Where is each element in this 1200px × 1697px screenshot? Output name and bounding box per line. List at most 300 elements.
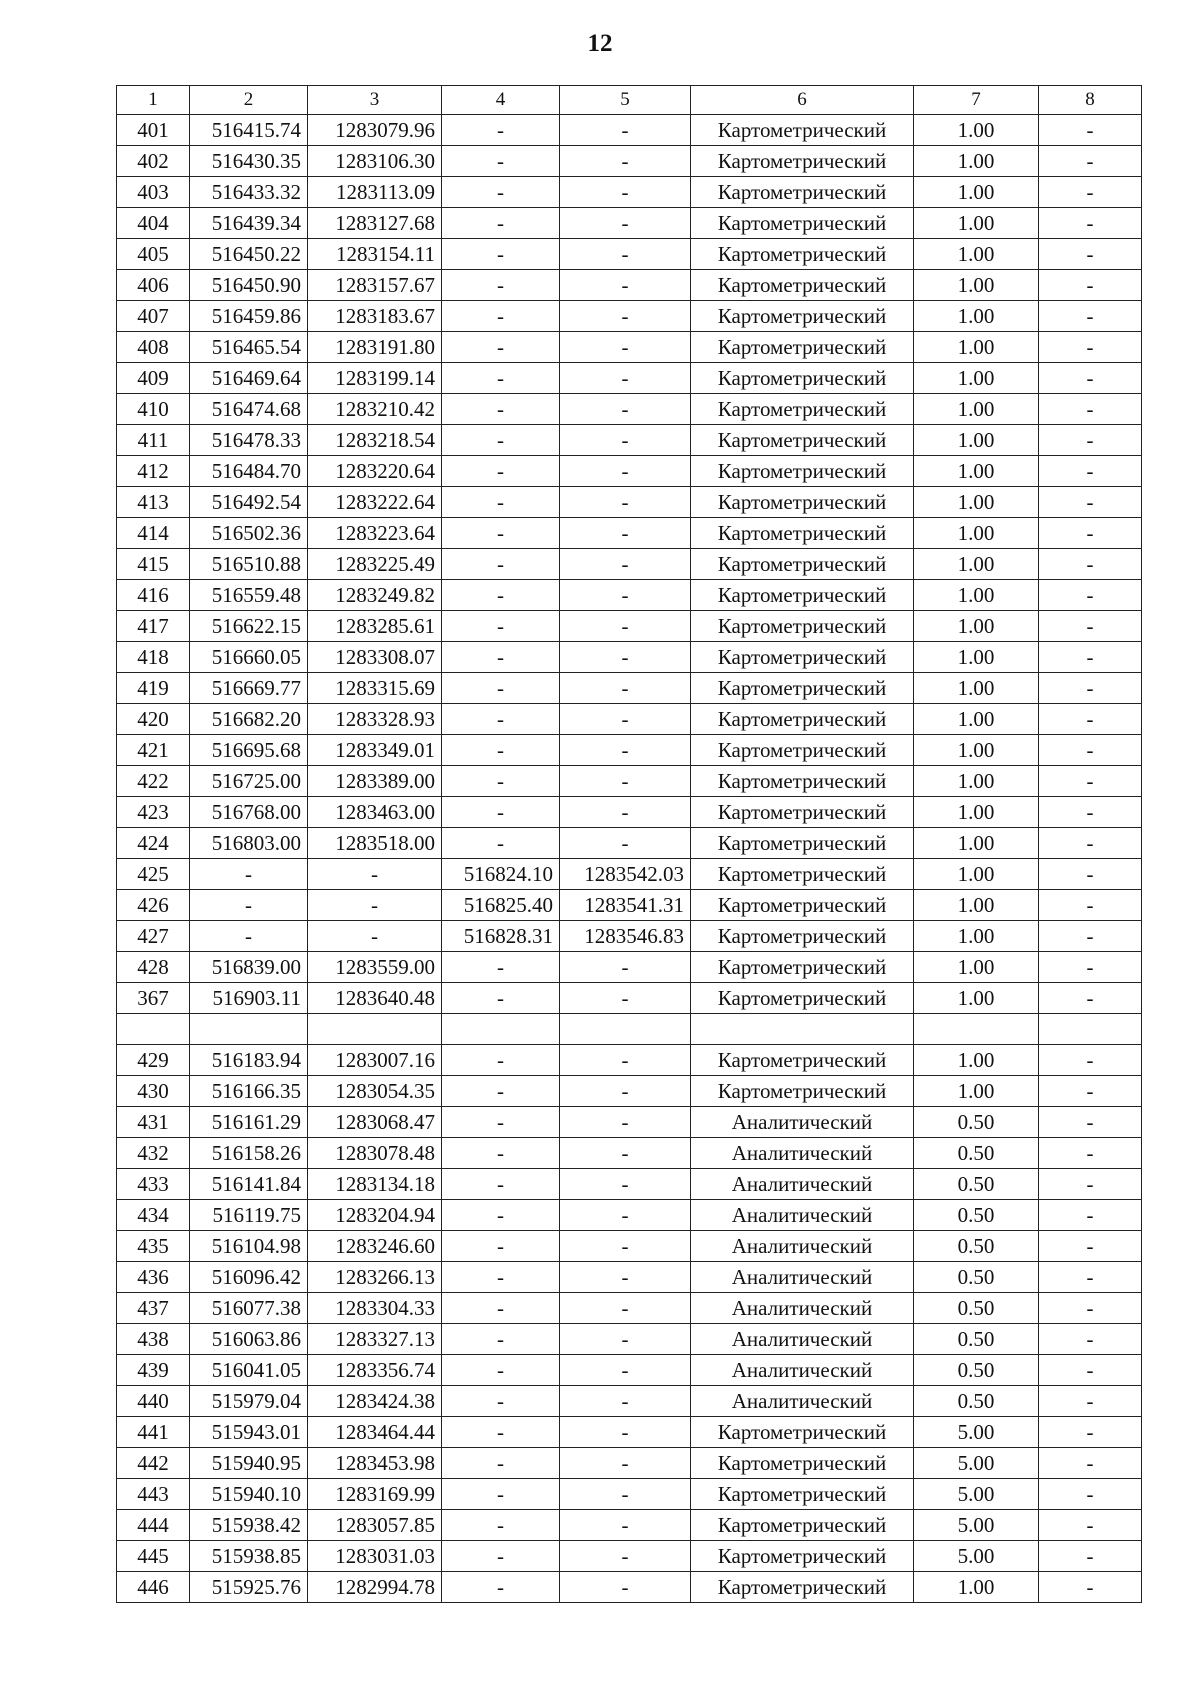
cell-accuracy: 0.50 <box>914 1293 1039 1324</box>
cell-x-coordinate-new: - <box>442 983 560 1014</box>
cell-y-coordinate-new: - <box>560 1293 691 1324</box>
cell-accuracy: 0.50 <box>914 1262 1039 1293</box>
cell-y-coordinate-new: - <box>560 1169 691 1200</box>
cell-y-coordinate-new: - <box>560 332 691 363</box>
cell-y-coordinate: 1283285.61 <box>308 611 442 642</box>
cell-description: - <box>1039 611 1142 642</box>
cell-description: - <box>1039 270 1142 301</box>
cell-description: - <box>1039 549 1142 580</box>
cell-description: - <box>1039 1510 1142 1541</box>
cell-description: - <box>1039 1541 1142 1572</box>
cell-accuracy: 1.00 <box>914 828 1039 859</box>
cell-x-coordinate-new <box>442 1014 560 1045</box>
cell-y-coordinate: 1283134.18 <box>308 1169 442 1200</box>
cell-y-coordinate-new: - <box>560 673 691 704</box>
cell-y-coordinate-new: - <box>560 735 691 766</box>
cell-x-coordinate: 516768.00 <box>190 797 308 828</box>
table-row <box>117 673 1142 704</box>
table-row <box>117 1262 1142 1293</box>
cell-accuracy: 0.50 <box>914 1169 1039 1200</box>
cell-x-coordinate: 516803.00 <box>190 828 308 859</box>
cell-description: - <box>1039 1479 1142 1510</box>
cell-method: Картометрический <box>691 611 914 642</box>
cell-method: Картометрический <box>691 580 914 611</box>
column-header: 1 <box>117 86 190 115</box>
coordinates-table <box>116 85 1142 1603</box>
cell-x-coordinate: 516415.74 <box>190 115 308 146</box>
cell-y-coordinate: 1283453.98 <box>308 1448 442 1479</box>
cell-x-coordinate-new: - <box>442 115 560 146</box>
cell-method: Картометрический <box>691 1510 914 1541</box>
cell-method: Картометрический <box>691 921 914 952</box>
cell-method: Картометрический <box>691 270 914 301</box>
table-row <box>117 580 1142 611</box>
cell-x-coordinate-new: - <box>442 673 560 704</box>
cell-accuracy: 1.00 <box>914 518 1039 549</box>
cell-accuracy: 1.00 <box>914 1572 1039 1603</box>
cell-method: Картометрический <box>691 363 914 394</box>
table-row <box>117 208 1142 239</box>
cell-y-coordinate-new: - <box>560 1572 691 1603</box>
cell-accuracy: 1.00 <box>914 859 1039 890</box>
cell-accuracy: 1.00 <box>914 332 1039 363</box>
cell-point-number: 406 <box>117 270 190 301</box>
cell-point-number: 421 <box>117 735 190 766</box>
cell-x-coordinate-new: - <box>442 797 560 828</box>
cell-x-coordinate: 515940.95 <box>190 1448 308 1479</box>
cell-accuracy: 0.50 <box>914 1324 1039 1355</box>
cell-y-coordinate: 1283389.00 <box>308 766 442 797</box>
cell-y-coordinate: 1283204.94 <box>308 1200 442 1231</box>
cell-accuracy: 1.00 <box>914 301 1039 332</box>
cell-accuracy: 1.00 <box>914 363 1039 394</box>
cell-x-coordinate-new: - <box>442 1541 560 1572</box>
cell-x-coordinate-new: - <box>442 549 560 580</box>
cell-accuracy: 1.00 <box>914 146 1039 177</box>
column-header: 7 <box>914 86 1039 115</box>
table-row <box>117 549 1142 580</box>
cell-x-coordinate: 516622.15 <box>190 611 308 642</box>
cell-y-coordinate-new: - <box>560 1510 691 1541</box>
cell-description: - <box>1039 1355 1142 1386</box>
cell-y-coordinate-new <box>560 1014 691 1045</box>
cell-x-coordinate-new: - <box>442 456 560 487</box>
cell-y-coordinate-new: - <box>560 239 691 270</box>
table-row <box>117 828 1142 859</box>
cell-description: - <box>1039 487 1142 518</box>
column-header: 2 <box>190 86 308 115</box>
cell-y-coordinate: 1283349.01 <box>308 735 442 766</box>
cell-method: Картометрический <box>691 1448 914 1479</box>
cell-description: - <box>1039 1045 1142 1076</box>
cell-y-coordinate-new: - <box>560 1107 691 1138</box>
table-row <box>117 952 1142 983</box>
cell-description: - <box>1039 518 1142 549</box>
table-row <box>117 921 1142 952</box>
cell-x-coordinate: 516484.70 <box>190 456 308 487</box>
cell-x-coordinate: 515938.85 <box>190 1541 308 1572</box>
cell-x-coordinate: 516510.88 <box>190 549 308 580</box>
cell-method: Аналитический <box>691 1231 914 1262</box>
cell-x-coordinate-new: - <box>442 611 560 642</box>
cell-x-coordinate: 516492.54 <box>190 487 308 518</box>
cell-y-coordinate-new: - <box>560 1324 691 1355</box>
cell-method: Картометрический <box>691 487 914 518</box>
cell-x-coordinate: 516478.33 <box>190 425 308 456</box>
cell-x-coordinate: 516077.38 <box>190 1293 308 1324</box>
cell-y-coordinate-new: 1283542.03 <box>560 859 691 890</box>
cell-y-coordinate-new: - <box>560 766 691 797</box>
cell-description: - <box>1039 1231 1142 1262</box>
cell-y-coordinate-new: - <box>560 425 691 456</box>
cell-y-coordinate: 1283559.00 <box>308 952 442 983</box>
cell-x-coordinate: 516474.68 <box>190 394 308 425</box>
cell-point-number: 425 <box>117 859 190 890</box>
cell-x-coordinate-new: - <box>442 487 560 518</box>
cell-method: Картометрический <box>691 735 914 766</box>
cell-description: - <box>1039 580 1142 611</box>
page-number: 12 <box>587 30 613 57</box>
cell-accuracy: 1.00 <box>914 1045 1039 1076</box>
cell-x-coordinate: 516559.48 <box>190 580 308 611</box>
cell-accuracy: 1.00 <box>914 952 1039 983</box>
cell-description: - <box>1039 1293 1142 1324</box>
table-row <box>117 425 1142 456</box>
cell-point-number: 437 <box>117 1293 190 1324</box>
cell-point-number: 413 <box>117 487 190 518</box>
table-row <box>117 1355 1142 1386</box>
cell-accuracy: 1.00 <box>914 673 1039 704</box>
cell-y-coordinate-new: - <box>560 1479 691 1510</box>
cell-accuracy: 0.50 <box>914 1231 1039 1262</box>
cell-point-number: 423 <box>117 797 190 828</box>
cell-y-coordinate: 1283199.14 <box>308 363 442 394</box>
cell-y-coordinate-new: - <box>560 1262 691 1293</box>
cell-y-coordinate: 1283640.48 <box>308 983 442 1014</box>
cell-x-coordinate-new: 516825.40 <box>442 890 560 921</box>
cell-point-number: 408 <box>117 332 190 363</box>
cell-y-coordinate: 1283183.67 <box>308 301 442 332</box>
cell-accuracy: 1.00 <box>914 797 1039 828</box>
cell-x-coordinate-new: - <box>442 425 560 456</box>
cell-point-number: 424 <box>117 828 190 859</box>
cell-method: Картометрический <box>691 115 914 146</box>
cell-point-number: 432 <box>117 1138 190 1169</box>
cell-y-coordinate: 1283031.03 <box>308 1541 442 1572</box>
cell-y-coordinate-new: - <box>560 1138 691 1169</box>
cell-point-number: 446 <box>117 1572 190 1603</box>
cell-description: - <box>1039 177 1142 208</box>
cell-y-coordinate-new: - <box>560 177 691 208</box>
cell-accuracy: 0.50 <box>914 1107 1039 1138</box>
cell-x-coordinate-new: - <box>442 1076 560 1107</box>
table-row <box>117 1541 1142 1572</box>
cell-x-coordinate-new: - <box>442 1231 560 1262</box>
cell-x-coordinate: 516725.00 <box>190 766 308 797</box>
cell-accuracy: 1.00 <box>914 1076 1039 1107</box>
cell-y-coordinate: 1283327.13 <box>308 1324 442 1355</box>
table-row <box>117 1231 1142 1262</box>
cell-description: - <box>1039 673 1142 704</box>
cell-accuracy: 5.00 <box>914 1510 1039 1541</box>
cell-y-coordinate-new: - <box>560 704 691 735</box>
table-row <box>117 766 1142 797</box>
cell-y-coordinate: 1282994.78 <box>308 1572 442 1603</box>
cell-y-coordinate: - <box>308 921 442 952</box>
cell-method: Аналитический <box>691 1138 914 1169</box>
cell-accuracy: 5.00 <box>914 1541 1039 1572</box>
cell-y-coordinate-new: - <box>560 983 691 1014</box>
cell-x-coordinate: 516465.54 <box>190 332 308 363</box>
cell-method: Картометрический <box>691 177 914 208</box>
cell-point-number <box>117 1014 190 1045</box>
cell-accuracy: 0.50 <box>914 1386 1039 1417</box>
table-row <box>117 859 1142 890</box>
cell-y-coordinate: 1283210.42 <box>308 394 442 425</box>
cell-point-number: 433 <box>117 1169 190 1200</box>
cell-accuracy: 1.00 <box>914 177 1039 208</box>
cell-y-coordinate-new: - <box>560 363 691 394</box>
cell-y-coordinate: 1283057.85 <box>308 1510 442 1541</box>
cell-point-number: 420 <box>117 704 190 735</box>
cell-point-number: 440 <box>117 1386 190 1417</box>
cell-description: - <box>1039 1448 1142 1479</box>
cell-method: Картометрический <box>691 766 914 797</box>
cell-x-coordinate: - <box>190 921 308 952</box>
cell-y-coordinate-new: - <box>560 580 691 611</box>
cell-x-coordinate-new: - <box>442 1200 560 1231</box>
table-row <box>117 363 1142 394</box>
cell-x-coordinate-new: - <box>442 1448 560 1479</box>
table-row <box>117 642 1142 673</box>
cell-description: - <box>1039 1324 1142 1355</box>
cell-point-number: 407 <box>117 301 190 332</box>
cell-method: Картометрический <box>691 1417 914 1448</box>
cell-description: - <box>1039 456 1142 487</box>
table-row <box>117 270 1142 301</box>
cell-y-coordinate-new: - <box>560 1231 691 1262</box>
table-row <box>117 1479 1142 1510</box>
cell-x-coordinate: 516502.36 <box>190 518 308 549</box>
cell-method: Картометрический <box>691 859 914 890</box>
table-row <box>117 1572 1142 1603</box>
cell-x-coordinate: 516669.77 <box>190 673 308 704</box>
cell-point-number: 436 <box>117 1262 190 1293</box>
cell-accuracy: 5.00 <box>914 1448 1039 1479</box>
cell-method: Картометрический <box>691 983 914 1014</box>
cell-x-coordinate: 516695.68 <box>190 735 308 766</box>
cell-x-coordinate: 515925.76 <box>190 1572 308 1603</box>
cell-y-coordinate: 1283308.07 <box>308 642 442 673</box>
cell-point-number: 405 <box>117 239 190 270</box>
cell-accuracy: 1.00 <box>914 208 1039 239</box>
cell-x-coordinate: 516183.94 <box>190 1045 308 1076</box>
cell-y-coordinate: 1283304.33 <box>308 1293 442 1324</box>
cell-method: Картометрический <box>691 549 914 580</box>
cell-x-coordinate-new: - <box>442 1417 560 1448</box>
cell-x-coordinate: 515943.01 <box>190 1417 308 1448</box>
table-row <box>117 1045 1142 1076</box>
cell-description: - <box>1039 983 1142 1014</box>
cell-description: - <box>1039 859 1142 890</box>
cell-description: - <box>1039 425 1142 456</box>
table-row <box>117 1138 1142 1169</box>
cell-y-coordinate: 1283463.00 <box>308 797 442 828</box>
cell-description: - <box>1039 115 1142 146</box>
cell-x-coordinate-new: - <box>442 1479 560 1510</box>
cell-accuracy: 1.00 <box>914 983 1039 1014</box>
cell-y-coordinate: 1283154.11 <box>308 239 442 270</box>
cell-y-coordinate: 1283191.80 <box>308 332 442 363</box>
cell-point-number: 367 <box>117 983 190 1014</box>
cell-description: - <box>1039 332 1142 363</box>
cell-accuracy: 1.00 <box>914 425 1039 456</box>
column-header: 3 <box>308 86 442 115</box>
cell-description: - <box>1039 1262 1142 1293</box>
cell-description: - <box>1039 208 1142 239</box>
cell-x-coordinate-new: - <box>442 363 560 394</box>
table-row <box>117 1076 1142 1107</box>
table-row <box>117 332 1142 363</box>
cell-y-coordinate-new: - <box>560 952 691 983</box>
cell-accuracy: 0.50 <box>914 1200 1039 1231</box>
cell-y-coordinate: - <box>308 859 442 890</box>
cell-method: Картометрический <box>691 301 914 332</box>
cell-description: - <box>1039 239 1142 270</box>
cell-method: Картометрический <box>691 952 914 983</box>
cell-description: - <box>1039 828 1142 859</box>
cell-accuracy <box>914 1014 1039 1045</box>
table-row <box>117 1014 1142 1045</box>
cell-y-coordinate-new: - <box>560 1045 691 1076</box>
cell-x-coordinate: - <box>190 890 308 921</box>
cell-method: Картометрический <box>691 208 914 239</box>
column-header: 4 <box>442 86 560 115</box>
cell-point-number: 411 <box>117 425 190 456</box>
table-row <box>117 1510 1142 1541</box>
cell-x-coordinate-new: - <box>442 394 560 425</box>
cell-x-coordinate: 515979.04 <box>190 1386 308 1417</box>
cell-accuracy: 1.00 <box>914 611 1039 642</box>
cell-accuracy: 1.00 <box>914 921 1039 952</box>
cell-method: Картометрический <box>691 828 914 859</box>
cell-y-coordinate-new: - <box>560 642 691 673</box>
cell-point-number: 414 <box>117 518 190 549</box>
cell-y-coordinate-new: 1283541.31 <box>560 890 691 921</box>
cell-x-coordinate-new: 516828.31 <box>442 921 560 952</box>
cell-x-coordinate-new: - <box>442 1262 560 1293</box>
cell-point-number: 417 <box>117 611 190 642</box>
cell-x-coordinate-new: - <box>442 146 560 177</box>
cell-point-number: 410 <box>117 394 190 425</box>
cell-y-coordinate: 1283223.64 <box>308 518 442 549</box>
cell-x-coordinate-new: - <box>442 1107 560 1138</box>
cell-method: Аналитический <box>691 1355 914 1386</box>
cell-y-coordinate-new: - <box>560 301 691 332</box>
cell-description: - <box>1039 394 1142 425</box>
cell-point-number: 442 <box>117 1448 190 1479</box>
cell-y-coordinate: 1283113.09 <box>308 177 442 208</box>
cell-x-coordinate: 516158.26 <box>190 1138 308 1169</box>
cell-y-coordinate: - <box>308 890 442 921</box>
cell-description: - <box>1039 1417 1142 1448</box>
cell-method <box>691 1014 914 1045</box>
cell-point-number: 419 <box>117 673 190 704</box>
cell-x-coordinate-new: - <box>442 1355 560 1386</box>
cell-point-number: 402 <box>117 146 190 177</box>
cell-method: Картометрический <box>691 890 914 921</box>
cell-x-coordinate-new: - <box>442 766 560 797</box>
cell-method: Картометрический <box>691 456 914 487</box>
table-row <box>117 1417 1142 1448</box>
cell-description: - <box>1039 1076 1142 1107</box>
cell-accuracy: 5.00 <box>914 1417 1039 1448</box>
cell-y-coordinate: 1283157.67 <box>308 270 442 301</box>
cell-method: Картометрический <box>691 425 914 456</box>
cell-x-coordinate: 516041.05 <box>190 1355 308 1386</box>
cell-y-coordinate: 1283424.38 <box>308 1386 442 1417</box>
cell-accuracy: 1.00 <box>914 239 1039 270</box>
cell-point-number: 422 <box>117 766 190 797</box>
cell-description: - <box>1039 890 1142 921</box>
table-row <box>117 890 1142 921</box>
cell-accuracy: 1.00 <box>914 270 1039 301</box>
table-row <box>117 487 1142 518</box>
cell-point-number: 445 <box>117 1541 190 1572</box>
cell-y-coordinate-new: - <box>560 208 691 239</box>
table-row <box>117 797 1142 828</box>
table-row <box>117 735 1142 766</box>
cell-y-coordinate-new: - <box>560 1417 691 1448</box>
cell-x-coordinate: 516450.90 <box>190 270 308 301</box>
cell-description: - <box>1039 1107 1142 1138</box>
cell-y-coordinate: 1283218.54 <box>308 425 442 456</box>
cell-point-number: 439 <box>117 1355 190 1386</box>
cell-accuracy: 0.50 <box>914 1138 1039 1169</box>
cell-x-coordinate-new: - <box>442 270 560 301</box>
cell-x-coordinate: 516161.29 <box>190 1107 308 1138</box>
cell-description: - <box>1039 797 1142 828</box>
cell-method: Картометрический <box>691 1572 914 1603</box>
cell-x-coordinate-new: - <box>442 952 560 983</box>
cell-description: - <box>1039 735 1142 766</box>
cell-x-coordinate: - <box>190 859 308 890</box>
cell-accuracy: 1.00 <box>914 890 1039 921</box>
cell-y-coordinate: 1283518.00 <box>308 828 442 859</box>
table-row <box>117 1293 1142 1324</box>
cell-accuracy: 0.50 <box>914 1355 1039 1386</box>
cell-point-number: 404 <box>117 208 190 239</box>
cell-y-coordinate: 1283078.48 <box>308 1138 442 1169</box>
cell-x-coordinate: 516063.86 <box>190 1324 308 1355</box>
cell-point-number: 426 <box>117 890 190 921</box>
cell-description: - <box>1039 921 1142 952</box>
cell-method: Картометрический <box>691 394 914 425</box>
cell-point-number: 429 <box>117 1045 190 1076</box>
table-row <box>117 1324 1142 1355</box>
cell-y-coordinate-new: - <box>560 270 691 301</box>
cell-y-coordinate-new: - <box>560 797 691 828</box>
cell-x-coordinate: 516119.75 <box>190 1200 308 1231</box>
cell-y-coordinate-new: - <box>560 1200 691 1231</box>
cell-description: - <box>1039 1386 1142 1417</box>
cell-y-coordinate-new: 1283546.83 <box>560 921 691 952</box>
cell-method: Картометрический <box>691 673 914 704</box>
cell-y-coordinate-new: - <box>560 1076 691 1107</box>
cell-accuracy: 1.00 <box>914 704 1039 735</box>
cell-y-coordinate: 1283225.49 <box>308 549 442 580</box>
cell-x-coordinate-new: - <box>442 301 560 332</box>
